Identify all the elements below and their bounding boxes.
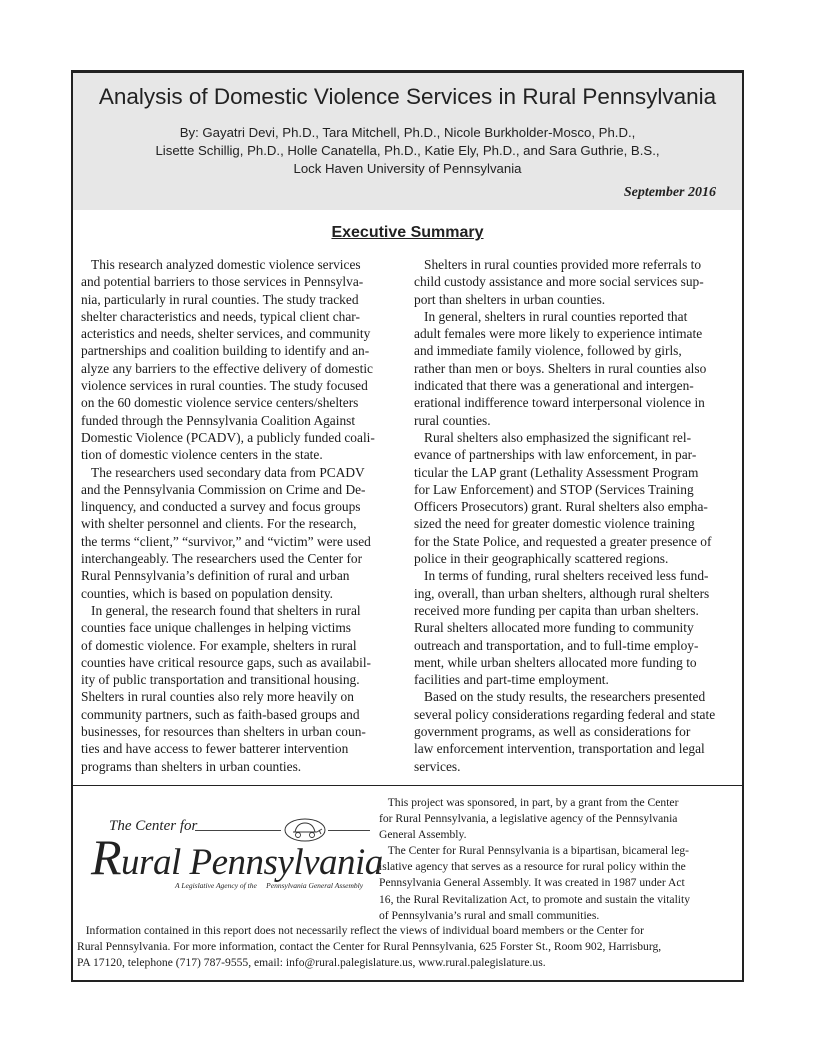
summary-text-line: adult females were more likely to experience intimate (414, 326, 703, 342)
summary-text-line: erational indifference toward interpersonal violence in (414, 395, 705, 411)
sponsor-text-line: for Rural Pennsylvania, a legislative agency of the Pennsylvania (379, 812, 678, 826)
summary-text-line: with shelter personnel and clients. For the research, (81, 516, 357, 532)
summary-text-line: The researchers used secondary data from PCADV (81, 464, 365, 480)
summary-text-line: counties, which is based on population density. (81, 585, 334, 601)
summary-text-line: received more funding per capita than urban shelters. (414, 602, 699, 618)
sponsor-text-line: The Center for Rural Pennsylvania is a bipartisan, bicameral leg- (379, 844, 690, 858)
summary-text-line: and the Pennsylvania Commission on Crime and De- (81, 481, 366, 497)
summary-column-right (414, 256, 740, 775)
summary-text-line: shelter characteristics and needs, typical client char- (81, 308, 360, 324)
summary-text-line: several policy considerations regarding federal and state (414, 706, 716, 722)
summary-text-line: ity of public transportation and transitional housing. (81, 672, 360, 688)
summary-text-line: rather than men or boys. Shelters in rural counties also (414, 360, 707, 376)
author-line: By: Gayatri Devi, Ph.D., Tara Mitchell, Ph.D., Nicole Burkholder-Mosco, Ph.D., (179, 125, 636, 140)
summary-text-line: violence services in rural counties. The study focused (81, 378, 368, 394)
summary-text-line: This research analyzed domestic violence services (81, 257, 361, 272)
author-list (73, 124, 742, 178)
summary-text-line: facilities and part-time employment. (414, 672, 609, 688)
disclaimer-note (77, 923, 741, 971)
sponsor-note (379, 795, 739, 924)
summary-text-line: acteristics and needs, shelter services, and community (81, 326, 371, 342)
disclaimer-text-line: PA 17120, telephone (717) 787-9555, email: info@rural.palegislature.us, www.rural.palegislature.us. (77, 956, 546, 970)
author-line: Lisette Schillig, Ph.D., Holle Canatella, Ph.D., Katie Ely, Ph.D., and Sara Guthrie, B.S., (155, 143, 660, 158)
center-for-rural-pennsylvania-logo (85, 818, 383, 908)
summary-text-line: sized the need for greater domestic violence training (414, 516, 695, 532)
sponsor-text-line: General Assembly. (379, 828, 467, 842)
summary-text-line: of domestic violence. For example, shelters in rural (81, 637, 357, 653)
report-header (73, 73, 742, 210)
logo-wordmark: Rural Pennsylvania (91, 829, 383, 885)
sponsor-text-line: islative agency that serves as a resource for rural policy within the (379, 860, 686, 874)
summary-text-line: ment, while urban shelters allocated more funding to (414, 654, 697, 670)
sponsor-text-line: of Pennsylvania’s rural and small communities. (379, 908, 600, 922)
summary-text-line: Officers Prosecutors) grant. Rural shelters also empha- (414, 499, 708, 515)
summary-text-line: In general, shelters in rural counties reported that (414, 308, 688, 324)
summary-text-line: Domestic Violence (PCADV), a publicly funded coali- (81, 429, 375, 445)
summary-text-line: the terms “client,” “survivor,” and “victim” were used (81, 533, 371, 549)
disclaimer-text-line: Rural Pennsylvania. For more information, contact the Center for Rural Pennsylvania, 625 Forster St., Room 902, Harrisburg, (77, 940, 662, 954)
report-title: Analysis of Domestic Violence Services in Rural Pennsylvania (98, 84, 717, 109)
summary-text-line: nia, particularly in rural counties. The study tracked (81, 291, 359, 307)
report-date: September 2016 (623, 185, 716, 200)
summary-text-line: Rural shelters also emphasized the significant rel- (414, 429, 692, 445)
summary-text-line: evance of partnerships with law enforcement, in par- (414, 447, 697, 463)
disclaimer-text-line: Information contained in this report does not necessarily reflect the views of individual board members or the Center for (77, 924, 644, 937)
summary-column-left (81, 256, 403, 775)
summary-text-line: tion of domestic violence centers in the state. (81, 447, 323, 463)
summary-text-line: businesses, for resources than shelters in urban coun- (81, 724, 366, 740)
footer-divider (73, 785, 742, 786)
summary-text-line: funded through the Pennsylvania Coalition Against (81, 412, 356, 428)
summary-text-line: port than shelters in urban counties. (414, 291, 606, 307)
logo-rule-left (195, 830, 281, 831)
summary-text-line: ing, overall, than urban shelters, although rural shelters (414, 585, 710, 601)
summary-text-line: child custody assistance and more social services sup- (414, 274, 704, 290)
summary-text-line: community partners, such as faith-based groups and (81, 706, 360, 722)
summary-text-line: Shelters in rural counties provided more referrals to (414, 257, 702, 272)
summary-text-line: Rural Pennsylvania’s definition of rural and urban (81, 568, 350, 584)
summary-text-line: on the 60 domestic violence service centers/shelters (81, 395, 359, 411)
summary-text-line: ticular the LAP grant (Lethality Assessment Program (414, 464, 699, 480)
summary-text-line: alyze any barriers to the effective delivery of domestic (81, 360, 373, 376)
summary-text-line: for the State Police, and requested a greater presence of (414, 533, 712, 549)
summary-text-line: partnerships and coalition building to identify and an- (81, 343, 370, 359)
summary-text-line: services. (414, 758, 461, 774)
affiliation-line: Lock Haven University of Pennsylvania (293, 161, 522, 176)
summary-text-line: police in their geographically scattered regions. (414, 551, 669, 567)
sponsor-text-line: Pennsylvania General Assembly. It was created in 1987 under Act (379, 876, 685, 890)
summary-text-line: programs than shelters in urban counties. (81, 758, 302, 774)
summary-text-line: and potential barriers to those services in Pennsylva- (81, 274, 364, 290)
summary-text-line: In terms of funding, rural shelters received less fund- (414, 568, 709, 584)
summary-text-line: indicated that there was a generational and intergen- (414, 378, 694, 394)
executive-summary-heading (73, 224, 742, 242)
summary-text-line: ties and have access to fewer batterer intervention (81, 741, 349, 757)
summary-text-line: interchangeably. The researchers used the Center for (81, 551, 363, 567)
summary-text-line: counties face unique challenges in helping victims (81, 620, 351, 636)
section-heading: Executive Summary (331, 224, 484, 241)
summary-text-line: Shelters in rural counties also rely more heavily on (81, 689, 354, 705)
logo-rule-right (328, 830, 370, 831)
summary-text-line: In general, the research found that shelters in rural (81, 602, 361, 618)
summary-text-line: Based on the study results, the researchers presented (414, 689, 706, 705)
summary-text-line: law enforcement intervention, transportation and legal (414, 741, 705, 757)
summary-text-line: counties have critical resource gaps, such as availabil- (81, 654, 372, 670)
report-frame (71, 70, 744, 982)
summary-text-line: outreach and transportation, and to full-time employ- (414, 637, 699, 653)
summary-text-line: Rural shelters allocated more funding to community (414, 620, 694, 636)
sponsor-text-line: 16, the Rural Revitalization Act, to promote and sustain the vitality (379, 892, 691, 906)
summary-text-line: linquency, and conducted a survey and focus groups (81, 499, 361, 515)
summary-text-line: government programs, as well as considerations for (414, 724, 691, 740)
summary-text-line: and immediate family violence, followed by girls, (414, 343, 682, 359)
logo-tagline: A Legislative Agency of the Pennsylvania General Assembly (175, 881, 364, 890)
logo-small-text: The Center for (109, 818, 198, 834)
summary-text-line: for Law Enforcement) and STOP (Services Training (414, 481, 694, 497)
sponsor-text-line: This project was sponsored, in part, by a grant from the Center (379, 796, 679, 809)
summary-text-line: rural counties. (414, 412, 491, 428)
